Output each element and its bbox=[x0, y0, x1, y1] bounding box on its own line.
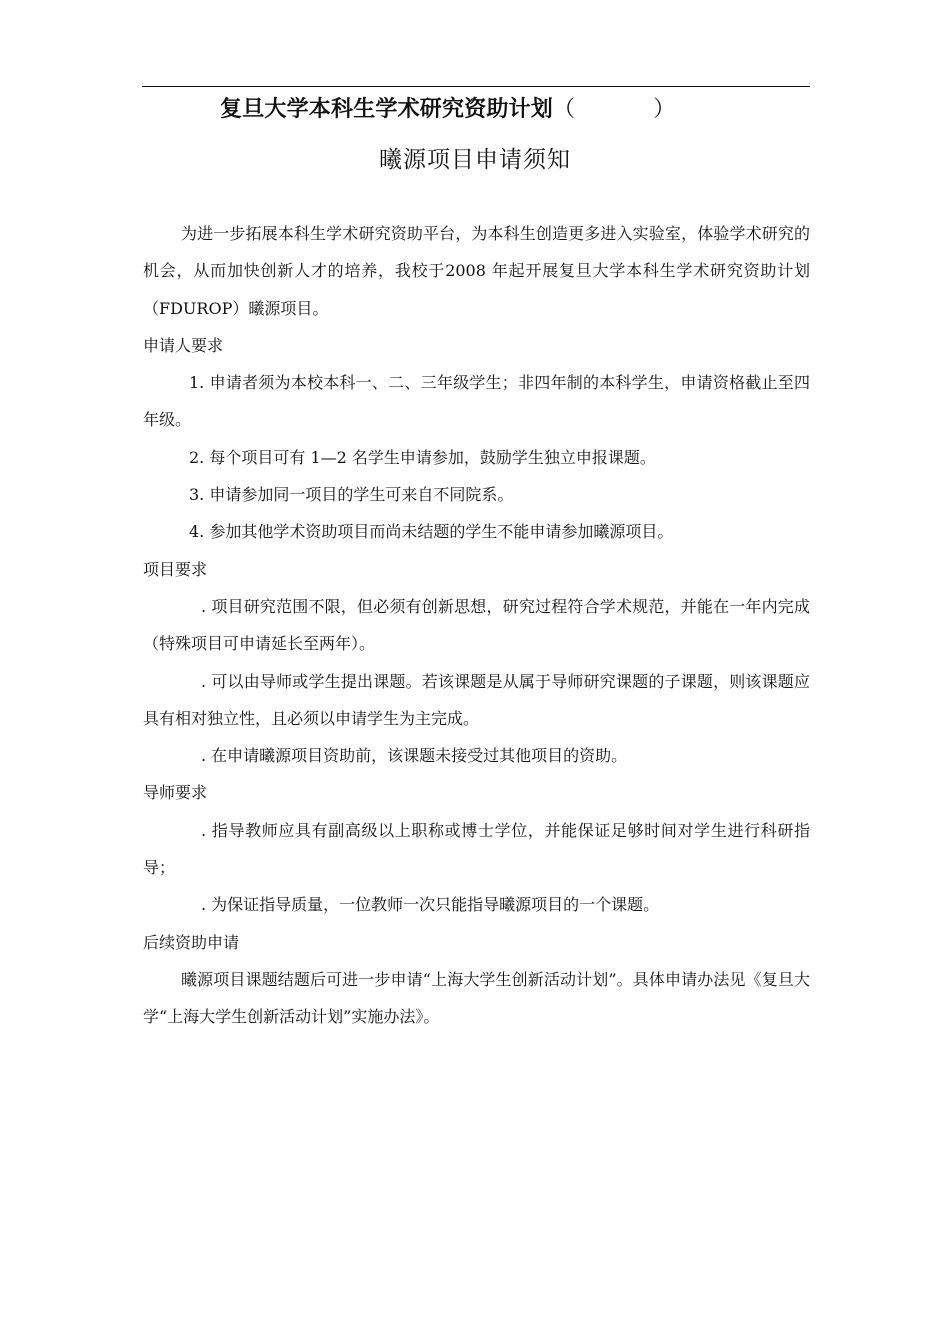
document-title bbox=[220, 93, 740, 127]
document-body bbox=[143, 215, 810, 1036]
applicant-item-4: 4. 参加其他学术资助项目而尚未结题的学生不能申请参加曦源项目。 bbox=[189, 522, 674, 542]
project-item-2: . 可以由导师或学生提出课题。若该课题是从属于导师研究课题的子课题，则该课题应具有相对独立性，且必须以申请学生为主完成。 bbox=[143, 671, 810, 728]
title-paren-open: （ bbox=[553, 97, 576, 122]
intro-paragraph: 为进一步拓展本科生学术研究资助平台，为本科生创造更多进入实验室，体验学术研究的机会，从而加快创新人才的培养，我校于2008 年起开展复旦大学本科生学术研究资助计划（FDUROP）曦源项目。 bbox=[143, 224, 810, 318]
section-heading-project: 项目要求 bbox=[143, 559, 208, 579]
title-text: 复旦大学本科生学术研究资助计划 bbox=[220, 97, 554, 122]
title-paren-close: ） bbox=[653, 97, 676, 122]
section-heading-followup: 后续资助申请 bbox=[143, 932, 240, 952]
advisor-item-1: . 指导教师应具有副高级以上职称或博士学位，并能保证足够时间对学生进行科研指导； bbox=[143, 820, 810, 878]
section-heading-applicant: 申请人要求 bbox=[143, 335, 224, 355]
section-heading-advisor: 导师要求 bbox=[143, 783, 208, 803]
applicant-item-1: 1. 申请者须为本校本科一、二、三年级学生；非四年制的本科学生，申请资格截止至四年级。 bbox=[143, 373, 810, 430]
project-item-1: . 项目研究范围不限，但必须有创新思想，研究过程符合学术规范，并能在一年内完成（特殊项目可申请延长至两年）。 bbox=[143, 596, 810, 654]
project-item-3: . 在申请曦源项目资助前，该课题未接受过其他项目的资助。 bbox=[201, 746, 628, 766]
advisor-item-2: . 为保证指导质量，一位教师一次只能指导曦源项目的一个课题。 bbox=[201, 895, 660, 915]
applicant-item-2: 2. 每个项目可有 1—2 名学生申请参加，鼓励学生独立申报课题。 bbox=[189, 447, 656, 467]
header-rule bbox=[142, 86, 810, 87]
followup-paragraph: 曦源项目课题结题后可进一步申请“上海大学生创新活动计划”。具体申请办法见《复旦大学“上海大学生创新活动计划”实施办法》。 bbox=[143, 969, 810, 1027]
applicant-item-3: 3. 申请参加同一项目的学生可来自不同院系。 bbox=[189, 485, 514, 505]
document-subtitle: 曦源项目申请须知 bbox=[379, 147, 571, 173]
